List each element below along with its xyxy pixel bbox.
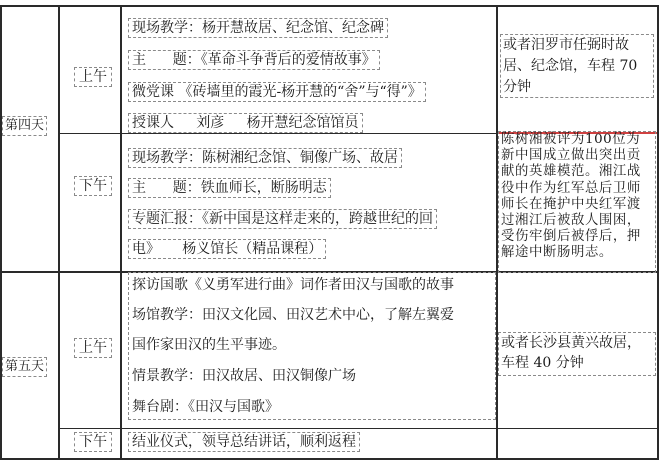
session-divider-day4 xyxy=(58,133,496,134)
alternative-note: 或者长沙县黄兴故居，车程 40 分钟 xyxy=(498,332,656,376)
schedule-line: 微党课 《砖墙里的霞光-杨开慧的“舍”与“得”》 xyxy=(128,82,426,102)
schedule-line: 探访国歌《义勇军进行曲》词作者田汉与国歌的故事 xyxy=(132,277,454,293)
schedule-line: 场馆教学：田汉文化园、田汉艺术中心，了解左翼爱 xyxy=(132,307,454,323)
period-label: 上午 xyxy=(74,338,112,358)
table-bottom-border xyxy=(0,458,658,460)
table-right-border xyxy=(657,5,659,460)
schedule-line: 现场教学：陈树湘纪念馆、铜像广场、故居 xyxy=(128,148,402,168)
schedule-line: 舞台剧：《田汉与国歌》 xyxy=(132,399,279,415)
period-label: 上午 xyxy=(74,67,112,87)
session-divider-day5 xyxy=(58,428,658,429)
period-label: 下午 xyxy=(74,432,112,452)
table-left-border xyxy=(0,5,2,460)
schedule-line: 结业仪式，领导总结讲话，顺利返程 xyxy=(128,432,360,452)
schedule-line: 主 题：铁血师长，断肠明志 xyxy=(128,178,331,198)
schedule-line: 专题汇报：《新中国是这样走来的，跨越世纪的回 xyxy=(128,209,437,229)
period-column-border xyxy=(120,5,122,460)
alternative-note: 或者汨罗市任弼时故居、纪念馆，车程 70 分钟 xyxy=(500,34,654,98)
schedule-line: 情景教学：田汉故居、田汉铜像广场 xyxy=(132,368,356,384)
schedule-line: 授课人 刘彦 杨开慧纪念馆馆员 xyxy=(128,113,363,133)
day-label: 第四天 xyxy=(2,116,47,136)
schedule-line: 国作家田汉的生平事迹。 xyxy=(132,337,286,353)
schedule-line: 现场教学：杨开慧故居、纪念馆、纪念碑 xyxy=(128,18,388,38)
day-column-border xyxy=(58,5,60,460)
day-label: 第五天 xyxy=(2,357,47,377)
schedule-line: 主 题：《革命斗争背后的爱情故事》 xyxy=(128,50,380,70)
period-label: 下午 xyxy=(74,176,112,196)
table-top-border xyxy=(0,5,658,7)
hero-note: 陈树湘被评为100位为新中国成立做出突出贡献的英雄模范。湘江战役中作为红军总后卫师师长在掩护中央红军渡过湘江后被敌人围困，受伤牢倒后被俘后，押解途中断肠明志。 xyxy=(498,131,656,273)
schedule-line: 电》 杨义馆长（精品课程） xyxy=(128,239,326,259)
